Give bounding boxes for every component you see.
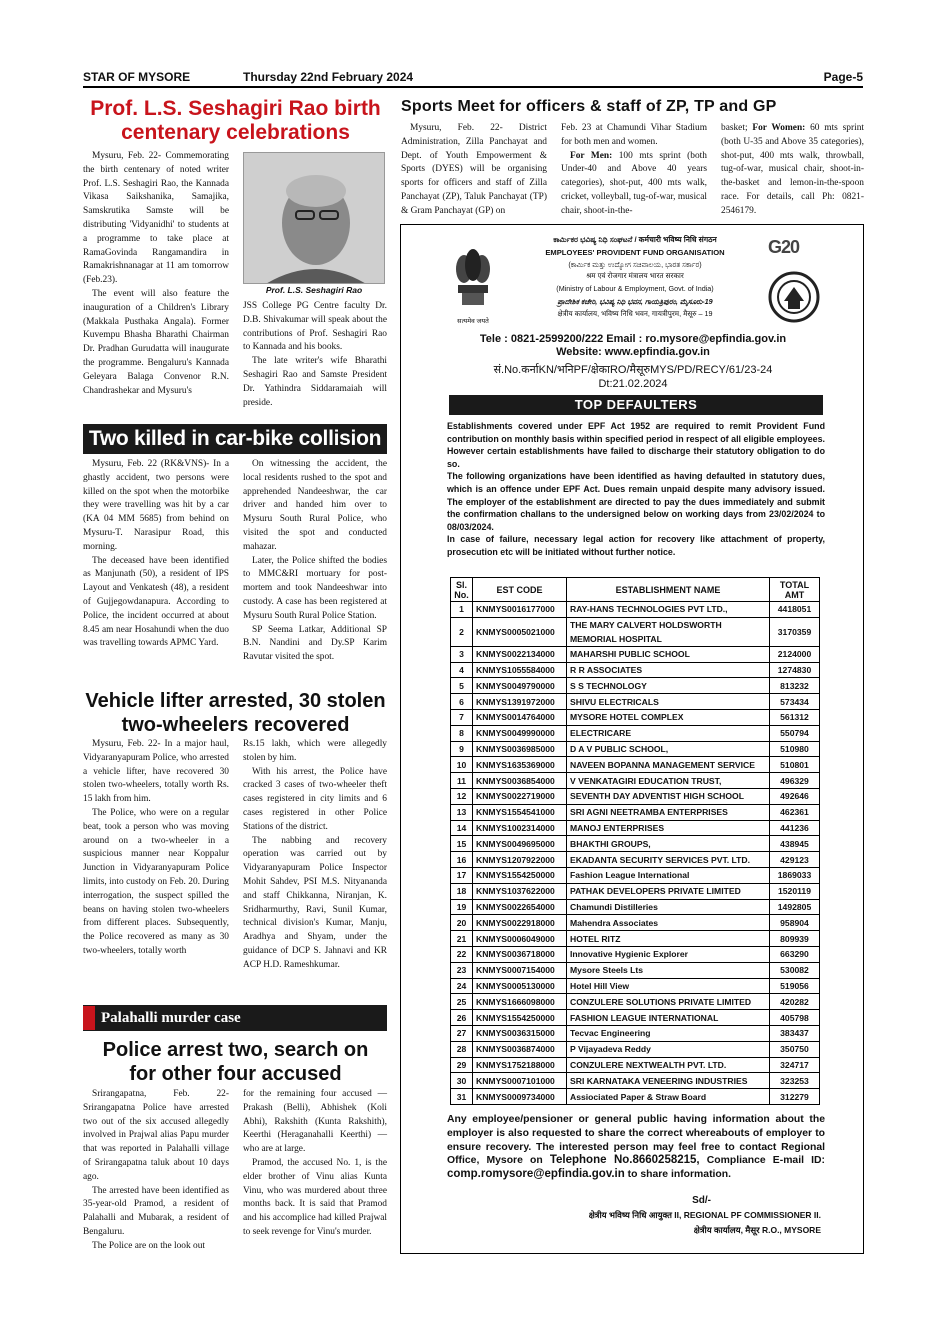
row-sl-no: 15	[451, 836, 473, 852]
row-establishment-name: D A V PUBLIC SCHOOL,	[567, 741, 770, 757]
row-est-code: KNMYS1055584000	[473, 662, 567, 678]
rao-headline-line-2: centenary celebrations	[121, 121, 350, 144]
lifter-paragraph-1: Mysuru, Feb. 22- In a major haul, Vidyaranyapuram Police, who arrested a vehicle lifter, have recovered 30 stolen two-wheelers, totally worth Rs. 15 lakh from him.	[83, 739, 229, 805]
table-row	[451, 709, 820, 725]
header-sl-no: Sl. No.	[451, 578, 473, 602]
row-est-code: KNMYS0022654000	[473, 899, 567, 915]
murder-column-1	[83, 1088, 229, 1254]
lifter-headline-line-2: two-wheelers recovered	[121, 714, 350, 736]
row-establishment-name: Tecvac Engineering	[567, 1025, 770, 1041]
outro-email: comp.romysore@epfindia.gov.in	[447, 1168, 625, 1181]
row-est-code: KNMYS1037622000	[473, 883, 567, 899]
sports-headline: Sports Meet for officers & staff of ZP, TP and GP	[401, 98, 777, 115]
row-sl-no: 10	[451, 757, 473, 773]
table-row	[451, 962, 820, 978]
table-row	[451, 725, 820, 741]
row-total-amt: 809939	[770, 931, 820, 947]
row-sl-no: 2	[451, 617, 473, 646]
row-establishment-name: MANOJ ENTERPRISES	[567, 820, 770, 836]
table-row	[451, 1025, 820, 1041]
table-row	[451, 1057, 820, 1073]
row-est-code: KNMYS0016177000	[473, 602, 567, 618]
accident-paragraph-5: SP Seema Latkar, Additional SP B.N. Nandini and Dy.SP Karim Ravutar visited the spot.	[243, 624, 387, 663]
row-sl-no: 5	[451, 678, 473, 694]
lifter-paragraph-5: The nabbing and recovery operation was carried out by Vidyaranyapuram Police Inspector Mohit Sahdev, PSI M.S. Nityananda and staff Chikkanna, Niranjan, K. Sridharmurthy, Ravi, Sunil Kumar, technical division's Kumar, Manju, Aradhya and Shyam, under the guidance of DCP S. Jahnavi and KR ACP H.D. Rameshkumar.	[243, 835, 387, 970]
lifter-headline-line-1: Vehicle lifter arrested, 30 stolen	[85, 690, 386, 712]
notice-outro	[447, 1113, 825, 1182]
row-establishment-name: CONZULERE NEXTWEALTH PVT. LTD.	[567, 1057, 770, 1073]
table-row	[451, 694, 820, 710]
notice-intro	[447, 420, 825, 559]
ministry-english: (Ministry of Labour & Employment, Govt. of India)	[556, 284, 714, 293]
row-sl-no: 25	[451, 994, 473, 1010]
lifter-headline	[83, 689, 388, 737]
row-establishment-name: S S TECHNOLOGY	[567, 678, 770, 694]
row-sl-no: 12	[451, 788, 473, 804]
row-est-code: KNMYS1752188000	[473, 1057, 567, 1073]
row-total-amt: 441236	[770, 820, 820, 836]
top-defaulters-title: TOP DEFAULTERS	[449, 395, 823, 415]
row-establishment-name: THE MARY CALVERT HOLDSWORTH MEMORIAL HOSPITAL	[567, 617, 770, 646]
row-total-amt: 312279	[770, 1089, 820, 1105]
row-est-code: KNMYS0022918000	[473, 915, 567, 931]
ministry-kannada: (ಕಾರ್ಮಿಕ ಮತ್ತು ಉದ್ಯೋಗ ಸಚಿವಾಲಯ, ಭಾರತ ಸರ್ಕಾರ)	[568, 260, 702, 269]
row-establishment-name: Hotel Hill View	[567, 978, 770, 994]
rao-column-1	[83, 150, 229, 398]
row-sl-no: 22	[451, 946, 473, 962]
rao-headline-line-1: Prof. L.S. Seshagiri Rao birth	[90, 97, 381, 120]
row-sl-no: 9	[451, 741, 473, 757]
murder-column-2	[243, 1088, 387, 1240]
row-sl-no: 19	[451, 899, 473, 915]
defaulters-table	[450, 577, 820, 1105]
sports-continued: basket;	[721, 123, 748, 133]
row-establishment-name: Innovative Hygienic Explorer	[567, 946, 770, 962]
row-est-code: KNMYS0036854000	[473, 773, 567, 789]
row-establishment-name: MYSORE HOTEL COMPLEX	[567, 709, 770, 725]
accident-headline: Two killed in car-bike collision	[83, 424, 387, 454]
row-total-amt: 510980	[770, 741, 820, 757]
table-row	[451, 788, 820, 804]
table-row	[451, 931, 820, 947]
row-est-code: KNMYS0036985000	[473, 741, 567, 757]
row-total-amt: 663290	[770, 946, 820, 962]
row-est-code: KNMYS0007101000	[473, 1073, 567, 1089]
murder-headline-line-2: for other four accused	[129, 1063, 342, 1085]
sports-column-2	[561, 122, 707, 219]
row-sl-no: 30	[451, 1073, 473, 1089]
row-est-code: KNMYS0022134000	[473, 646, 567, 662]
outro-text-2: Compliance E-mail ID:	[699, 1155, 825, 1167]
emblem-motto: सत्यमेव जयते	[457, 318, 489, 325]
intro-paragraph-1: Establishments covered under EPF Act 1952 are required to remit Provident Fund contribution on monthly basis within specified period in respect of all eligible employees. However certain establishments have failed to discharge their statutory obligation to do so.	[447, 421, 825, 469]
header-establishment-name: ESTABLISHMENT NAME	[567, 578, 770, 602]
murder-kicker: Palahalli murder case	[83, 1005, 387, 1031]
row-sl-no: 8	[451, 725, 473, 741]
murder-headline	[83, 1038, 388, 1086]
table-row	[451, 804, 820, 820]
row-sl-no: 24	[451, 978, 473, 994]
row-sl-no: 4	[451, 662, 473, 678]
row-sl-no: 1	[451, 602, 473, 618]
lifter-paragraph-4: With his arrest, the Police have cracked 3 cases of two-wheeler theft cases registered in city limits and 6 cases registered in other Police Stations of the district.	[243, 766, 387, 832]
paper-name: STAR OF MYSORE	[83, 70, 191, 84]
row-total-amt: 3170359	[770, 617, 820, 646]
row-sl-no: 28	[451, 1041, 473, 1057]
rao-paragraph-3: JSS College PG Centre faculty Dr. D.B. Shivakumar will speak about the contributions of Prof. Seshagiri Rao to Kannada and his books.	[243, 301, 387, 353]
row-total-amt: 519056	[770, 978, 820, 994]
masthead	[83, 70, 863, 88]
row-sl-no: 16	[451, 852, 473, 868]
row-total-amt: 550794	[770, 725, 820, 741]
table-row	[451, 978, 820, 994]
header-est-code: EST CODE	[473, 578, 567, 602]
g20-logo-icon	[768, 237, 824, 271]
ashoka-emblem-icon	[450, 241, 496, 323]
sports-column-3	[721, 122, 864, 219]
office-hindi: क्षेत्रीय कार्यालय, भविष्य निधि भवन, गायत्रीपुरम, मैसूरु – 19	[557, 309, 713, 318]
row-total-amt: 438945	[770, 836, 820, 852]
row-total-amt: 462361	[770, 804, 820, 820]
row-est-code: KNMYS0006049000	[473, 931, 567, 947]
table-row	[451, 662, 820, 678]
row-est-code: KNMYS0009734000	[473, 1089, 567, 1105]
outro-telephone: Telephone No.8660258215,	[549, 1154, 700, 1167]
row-est-code: KNMYS1002314000	[473, 820, 567, 836]
table-row	[451, 915, 820, 931]
row-total-amt: 496329	[770, 773, 820, 789]
lifter-column-1	[83, 738, 229, 959]
tel-email-line: Tele : 0821-2599200/222 Email : ro.mysore@epfindia.gov.in	[479, 333, 787, 345]
row-est-code: KNMYS1207922000	[473, 852, 567, 868]
row-est-code: KNMYS0036718000	[473, 946, 567, 962]
row-sl-no: 14	[451, 820, 473, 836]
row-establishment-name: V VENKATAGIRI EDUCATION TRUST,	[567, 773, 770, 789]
table-row	[451, 617, 820, 646]
intro-paragraph-2: The following organizations have been identified as having defaulted in statutory dues, which is an offence under EPF Act. Dues remain unpaid despite many advisory issued. The employer of the establishment are directed to pay the dues immediately and submit the confirmation challans to the undersigned below on working days from 23/02/2024 to 08/03/2024.	[447, 471, 825, 532]
portrait-illustration	[244, 153, 385, 284]
office-kannada: ಪ್ರಾದೇಶಿಕ ಕಚೇರಿ, ಭವಿಷ್ಯ ನಿಧಿ ಭವನ, ಗಾಯತ್ರಿಪುರಂ, ಮೈಸೂರು-19	[557, 297, 713, 306]
table-row	[451, 899, 820, 915]
org-name-english: EMPLOYEES' PROVIDENT FUND ORGANISATION	[545, 248, 725, 257]
row-total-amt: 530082	[770, 962, 820, 978]
row-est-code: KNMYS0036315000	[473, 1025, 567, 1041]
row-total-amt: 383437	[770, 1025, 820, 1041]
lifter-paragraph-3: Rs.15 lakh, which were allegedly stolen by him.	[243, 739, 387, 763]
outro-text-1: Any employee/pensioner or general public having information about the employer is also requested to share the correct whereabouts of employer to ensure recovery. The interested person may feel free to contact Regional Office, Mysore on	[447, 1114, 825, 1167]
row-total-amt: 323253	[770, 1073, 820, 1089]
row-est-code: KNMYS1635369000	[473, 757, 567, 773]
row-total-amt: 561312	[770, 709, 820, 725]
murder-headline-line-1: Police arrest two, search on	[102, 1039, 369, 1061]
table-row	[451, 836, 820, 852]
rao-paragraph-1: Mysuru, Feb. 22- Commemorating the birth centenary of noted writer Prof. L.S. Seshagiri Rao, the Kannada Vikasa Saikshanika, Samajika, Samskrutika Samste will be distributing 'Vidyanidhi' to students at a programme to take place at RamaGovinda Rangamandira in Ramakrishnanagar at 11 am tomorrow (Feb.23).	[83, 151, 229, 286]
accident-paragraph-3: On witnessing the accident, the local residents rushed to the spot and apprehended Nandeeshwar, the car driver and handed him over to Mysuru South Rural Police, who visited the spot and conducted mahazar.	[243, 459, 387, 552]
reference-block	[453, 363, 813, 391]
row-establishment-name: Chamundi Distilleries	[567, 899, 770, 915]
rao-paragraph-2: The event will also feature the inauguration of a Children's Library (Makkala Pusthaka Angala). Former Kuvempu Bhasha Bharathi Chairman Dr. Pradhan Gurudatta will inaugurate the programme. Bengaluru's Kannada Geleyara Balaga Convenor R.N. Chandrashekar and Mysuru's	[83, 288, 229, 396]
row-sl-no: 20	[451, 915, 473, 931]
row-establishment-name: HOTEL RITZ	[567, 931, 770, 947]
row-sl-no: 23	[451, 962, 473, 978]
row-sl-no: 27	[451, 1025, 473, 1041]
epf-notice	[400, 224, 864, 1254]
accident-column-1	[83, 458, 229, 651]
table-row	[451, 741, 820, 757]
murder-paragraph-5: Pramod, the accused No. 1, is the elder brother of Vinu alias Kunta Vinu, who was murdered about three months back. It is said that Pramod and his accomplice had killed Prajwal to seek revenge for Vinu's murder.	[243, 1157, 387, 1237]
row-total-amt: 1274830	[770, 662, 820, 678]
row-establishment-name: SEVENTH DAY ADVENTIST HIGH SCHOOL	[567, 788, 770, 804]
row-establishment-name: Assiociated Paper & Straw Board	[567, 1089, 770, 1105]
row-total-amt: 1520119	[770, 883, 820, 899]
row-est-code: KNMYS0036874000	[473, 1041, 567, 1057]
murder-paragraph-1: Srirangapatna, Feb. 22- Srirangapatna Police have arrested two out of the six accused allegedly involved in Prajwal alias Papu murder that was reported in Palahalli village of Srirangapatna taluk about 10 days ago.	[83, 1089, 229, 1182]
row-establishment-name: P Vijayadeva Reddy	[567, 1041, 770, 1057]
rao-photo-caption: Prof. L.S. Seshagiri Rao	[265, 285, 363, 295]
row-total-amt: 2124000	[770, 646, 820, 662]
sports-paragraph-2: Feb. 23 at Chamundi Vihar Stadium for both men and women.	[561, 123, 707, 147]
row-sl-no: 26	[451, 1010, 473, 1026]
ministry-hindi: श्रम एवं रोजगार मंत्रालय भारत सरकार	[586, 271, 684, 280]
accident-paragraph-2: The deceased have been identified as Manjunath (50), a resident of IPS Layout and Venkatesh (48), a resident of Gujjegowdanapura. According to Police, the incident occurred at about 8.45 am near Hosahundi when the duo was travelling towards APMC Yard.	[83, 555, 229, 649]
rao-portrait-photo	[243, 152, 385, 284]
row-total-amt: 492646	[770, 788, 820, 804]
signature-sd: Sd/-	[692, 1195, 711, 1206]
header-total-amt: TOTAL AMT	[770, 578, 820, 602]
lifter-paragraph-2: The Police, who were on a regular beat, took a person who was moving around on a two-wheeler in a suspicious manner near Koppalur Junction in Vidyaranyapuram Police limits, into custody on Feb. 20. During interrogation, the suspect spilled the beans on having stolen two-wheelers from different places. Subsequently, the Police recovered as many as 30 two-wheelers, totally worth	[83, 807, 229, 956]
table-row	[451, 852, 820, 868]
row-est-code: KNMYS1391972000	[473, 694, 567, 710]
row-est-code: KNMYS0022719000	[473, 788, 567, 804]
row-establishment-name: Mysore Steels Lts	[567, 962, 770, 978]
kicker-accent	[83, 1006, 95, 1030]
epfo-logo-icon	[768, 271, 824, 327]
row-sl-no: 6	[451, 694, 473, 710]
row-est-code: KNMYS0049790000	[473, 678, 567, 694]
row-establishment-name: BHAKTHI GROUPS,	[567, 836, 770, 852]
table-row	[451, 602, 820, 618]
row-establishment-name: SRI KARNATAKA VENEERING INDUSTRIES	[567, 1073, 770, 1089]
row-establishment-name: EKADANTA SECURITY SERVICES PVT. LTD.	[567, 852, 770, 868]
row-sl-no: 21	[451, 931, 473, 947]
table-row	[451, 946, 820, 962]
row-total-amt: 350750	[770, 1041, 820, 1057]
sports-men-events: 100 mts sprint (both Under-40 and Above 40 years categories), shot-put, 400 mts walk, cricket, volleyball, tug-of-war, musical chair, shoot-in-the-	[561, 150, 707, 216]
row-total-amt: 573434	[770, 694, 820, 710]
row-total-amt: 813232	[770, 678, 820, 694]
row-total-amt: 510801	[770, 757, 820, 773]
row-establishment-name: R R ASSOCIATES	[567, 662, 770, 678]
signature-title: क्षेत्रीय भविष्य निधि आयुक्त II, REGIONAL PF COMMISSIONER II.	[588, 1210, 821, 1220]
row-establishment-name: Fashion League International	[567, 867, 770, 883]
table-row	[451, 646, 820, 662]
table-row	[451, 678, 820, 694]
table-row	[451, 994, 820, 1010]
row-sl-no: 31	[451, 1089, 473, 1105]
issue-date: Thursday 22nd February 2024	[243, 70, 414, 84]
row-establishment-name: FASHION LEAGUE INTERNATIONAL	[567, 1010, 770, 1026]
murder-paragraph-2: The arrested have been identified as 35-year-old Pramod, a resident of Palahalli and Mubarak, a resident of Bengaluru.	[83, 1185, 229, 1237]
row-est-code: KNMYS1666098000	[473, 994, 567, 1010]
row-sl-no: 3	[451, 646, 473, 662]
table-row	[451, 1010, 820, 1026]
row-total-amt: 4418051	[770, 602, 820, 618]
table-row	[451, 883, 820, 899]
defaulters-table-body	[451, 602, 820, 1105]
contact-block	[453, 333, 813, 359]
table-row	[451, 1073, 820, 1089]
row-total-amt: 420282	[770, 994, 820, 1010]
intro-paragraph-3: In case of failure, necessary legal action for recovery like attachment of property, prosecution etc will be initiated without further notice.	[447, 534, 825, 557]
accident-paragraph-1: Mysuru, Feb. 22 (RK&VNS)- In a ghastly accident, two persons were killed on the spot when the motorbike they were travelling was hit by a car (KA 04 MM 5685) from behind on Mysuru-T. Narasipur Road, this morning.	[83, 459, 229, 552]
row-total-amt: 958904	[770, 915, 820, 931]
g20-label: G20	[768, 237, 800, 257]
rao-paragraph-4: The late writer's wife Bharathi Seshagiri Rao and Samste President Dr. Yathindra Siddaramaiah will preside.	[243, 356, 387, 408]
row-establishment-name: ELECTRICARE	[567, 725, 770, 741]
row-total-amt: 324717	[770, 1057, 820, 1073]
row-establishment-name: Mahendra Associates	[567, 915, 770, 931]
row-sl-no: 29	[451, 1057, 473, 1073]
row-total-amt: 429123	[770, 852, 820, 868]
row-est-code: KNMYS0005021000	[473, 617, 567, 646]
reference-number: सं.No.कर्नाKN/भनिPF/क्षेकाRO/मैसूरुMYS/PD/RECY/61/23-24	[493, 364, 773, 376]
row-est-code: KNMYS0014764000	[473, 709, 567, 725]
row-total-amt: 1492805	[770, 899, 820, 915]
row-sl-no: 13	[451, 804, 473, 820]
table-row	[451, 757, 820, 773]
row-establishment-name: SHIVU ELECTRICALS	[567, 694, 770, 710]
table-row	[451, 1041, 820, 1057]
row-establishment-name: SRI AGNI NEETRAMBA ENTERPRISES	[567, 804, 770, 820]
accident-paragraph-4: Later, the Police shifted the bodies to MMC&RI mortuary for post-mortem and took Nandeeshwar into custody. A case has been registered at Mysuru South Rural Police Station.	[243, 555, 387, 621]
accident-column-2	[243, 458, 387, 665]
org-name-kannada-hindi: ಕಾರ್ಮಿಕರ ಭವಿಷ್ಯ ನಿಧಿ ಸಂಘಟನೆ / कर्मचारी भविष्य निधि संगठन	[553, 235, 717, 244]
outro-text-3: to share information.	[624, 1169, 732, 1181]
sports-column-1	[401, 122, 547, 219]
page-number: Page-5	[823, 70, 863, 84]
murder-paragraph-4: for the remaining four accused — Prakash (Belli), Abhishek (Koli Abhi), Rakshith (Kunta Rakshith), Keerthi (Heraganahalli Keerthi) — who are at large.	[243, 1089, 387, 1155]
sports-women-events: 60 mts sprint (both U-35 and Above 35 categories), shot-put, 400 mts walk, throwball, tug-of-war, musical chair, shoot-in-the-basket and lemon-in-the-spoon race. For details, call Ph: 0821-2546179.	[721, 123, 864, 216]
row-est-code: KNMYS1554250000	[473, 867, 567, 883]
rao-headline	[83, 97, 388, 145]
row-est-code: KNMYS1554541000	[473, 804, 567, 820]
table-header-row	[451, 578, 820, 602]
row-est-code: KNMYS0049695000	[473, 836, 567, 852]
row-total-amt: 405798	[770, 1010, 820, 1026]
table-row	[451, 1089, 820, 1105]
website-line: Website: www.epfindia.gov.in	[556, 346, 710, 358]
sports-paragraph-1: Mysuru, Feb. 22- District Administration, Zilla Panchayat and Dept. of Youth Empowerment & Sports (DYES) will be organising sports for officers and staff of Zilla Panchayat (ZP), Taluk Panchayat (TP) & Gram Panchayat (GP) on	[401, 123, 547, 216]
row-establishment-name: NAVEEN BOPANNA MANAGEMENT SERVICE	[567, 757, 770, 773]
row-sl-no: 7	[451, 709, 473, 725]
row-est-code: KNMYS0005130000	[473, 978, 567, 994]
sports-women-label: For Women:	[747, 123, 806, 133]
notice-date: Dt:21.02.2024	[598, 378, 668, 390]
row-establishment-name: CONZULERE SOLUTIONS PRIVATE LIMITED	[567, 994, 770, 1010]
rao-column-2	[243, 300, 387, 410]
row-sl-no: 18	[451, 883, 473, 899]
signature-office: क्षेत्रीय कार्यालय, मैसूर R.O., MYSORE	[693, 1225, 821, 1235]
table-row	[451, 820, 820, 836]
row-total-amt: 1869033	[770, 867, 820, 883]
murder-paragraph-3: The Police are on the look out	[92, 1240, 205, 1251]
row-sl-no: 17	[451, 867, 473, 883]
row-sl-no: 11	[451, 773, 473, 789]
row-establishment-name: MAHARSHI PUBLIC SCHOOL	[567, 646, 770, 662]
table-row	[451, 867, 820, 883]
row-est-code: KNMYS0049990000	[473, 725, 567, 741]
table-row	[451, 773, 820, 789]
row-est-code: KNMYS0007154000	[473, 962, 567, 978]
lifter-column-2	[243, 738, 387, 973]
sports-men-label: For Men:	[570, 150, 613, 161]
row-establishment-name: RAY-HANS TECHNOLOGIES PVT LTD.,	[567, 602, 770, 618]
row-est-code: KNMYS1554250000	[473, 1010, 567, 1026]
row-establishment-name: PATHAK DEVELOPERS PRIVATE LIMITED	[567, 883, 770, 899]
